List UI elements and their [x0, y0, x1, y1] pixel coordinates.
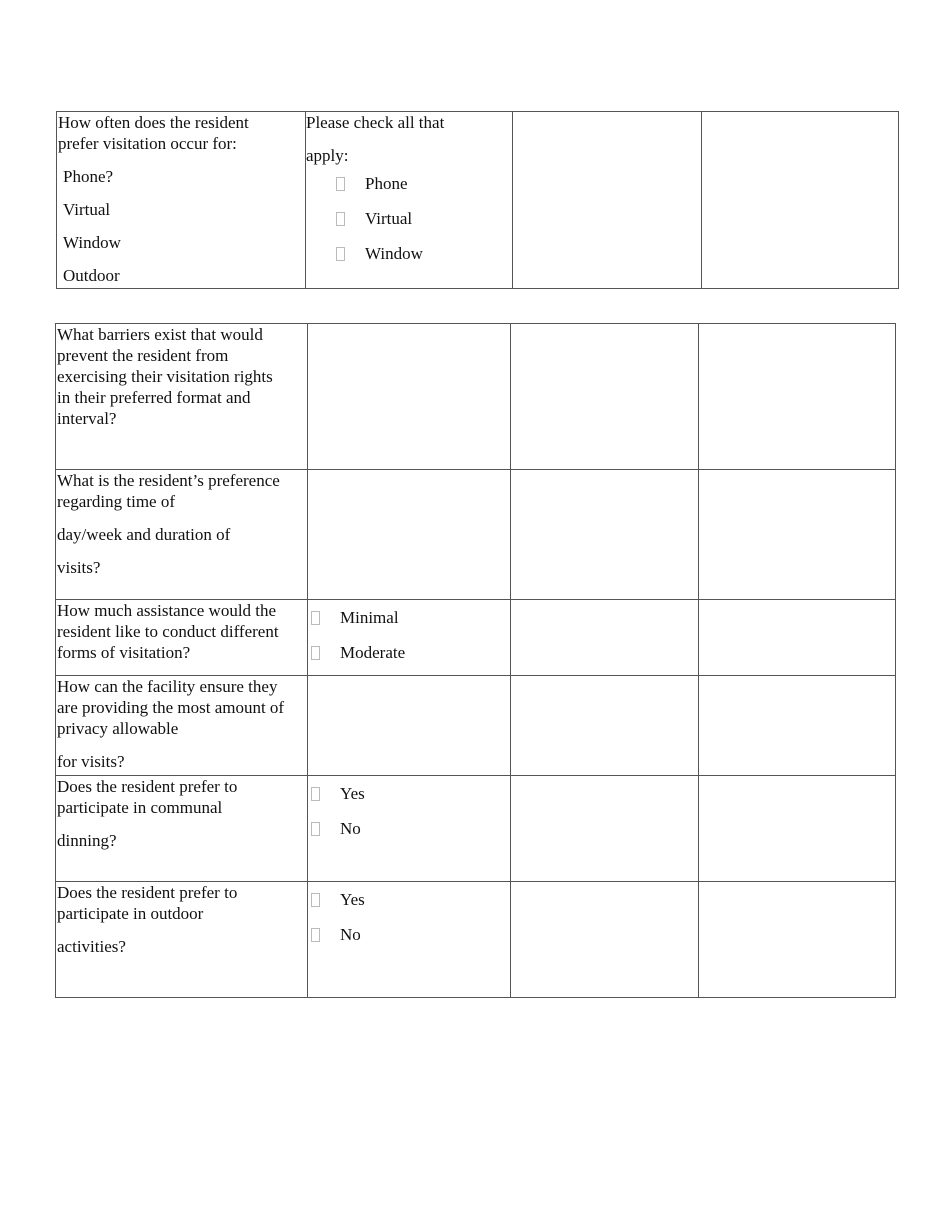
question-cell — [56, 882, 308, 998]
question-text: dinning? — [57, 831, 117, 850]
checkbox-option-virtual[interactable] — [306, 201, 512, 236]
question-cell — [57, 112, 306, 289]
question-text: How often does the resident — [58, 113, 249, 132]
checkbox[interactable] — [311, 822, 320, 836]
table-row — [56, 776, 896, 882]
question-text: activities? — [57, 937, 126, 956]
question-text: Does the resident prefer to — [57, 777, 238, 796]
checkbox[interactable] — [336, 212, 345, 226]
empty-cell — [702, 112, 899, 289]
checkbox-label: Minimal — [340, 608, 399, 627]
checkbox[interactable] — [311, 787, 320, 801]
question-text: regarding time of — [57, 492, 176, 511]
empty-cell — [699, 882, 896, 998]
visitation-frequency-table — [56, 111, 899, 289]
format-label: Window — [63, 233, 121, 252]
question-text: prevent the resident from — [57, 346, 229, 365]
empty-cell — [511, 676, 699, 776]
question-text: prefer visitation occur for: — [58, 134, 237, 153]
question-text: resident like to conduct different — [57, 622, 279, 641]
empty-cell — [511, 470, 699, 600]
table-row — [56, 470, 896, 600]
checkbox-option-yes[interactable] — [308, 776, 510, 811]
question-cell — [56, 470, 308, 600]
question-text: Does the resident prefer to — [57, 883, 238, 902]
question-text: in their preferred format and — [57, 388, 251, 407]
empty-cell — [511, 600, 699, 676]
question-text: privacy allowable — [57, 719, 179, 738]
answer-cell — [306, 112, 513, 289]
answer-cell — [308, 776, 511, 882]
format-label: Phone? — [63, 167, 114, 186]
question-cell — [56, 776, 308, 882]
instruction-text: Please check all that — [306, 113, 445, 132]
visitation-preferences-table — [55, 323, 896, 998]
answer-cell — [308, 324, 511, 470]
question-text: How much assistance would the — [57, 601, 277, 620]
checkbox-option-phone[interactable] — [306, 166, 512, 201]
checkbox-label: Moderate — [340, 643, 406, 662]
question-text: What barriers exist that would — [57, 325, 263, 344]
empty-cell — [699, 776, 896, 882]
checkbox-option-no[interactable] — [308, 917, 510, 952]
checkbox-label: No — [340, 819, 361, 838]
answer-cell — [308, 600, 511, 676]
empty-cell — [699, 470, 896, 600]
checkbox[interactable] — [336, 177, 345, 191]
question-text: What is the resident’s preference — [57, 471, 280, 490]
empty-cell — [699, 324, 896, 470]
empty-cell — [699, 600, 896, 676]
format-label: Virtual — [63, 200, 111, 219]
table-row — [56, 600, 896, 676]
checkbox[interactable] — [336, 247, 345, 261]
answer-cell — [308, 676, 511, 776]
question-text: day/week and duration of — [57, 525, 231, 544]
empty-cell — [511, 776, 699, 882]
question-text: participate in outdoor — [57, 904, 204, 923]
checkbox-option-yes[interactable] — [308, 882, 510, 917]
question-text: visits? — [57, 558, 101, 577]
checkbox-label: Window — [365, 244, 423, 263]
answer-cell — [308, 470, 511, 600]
question-cell — [56, 324, 308, 470]
checkbox[interactable] — [311, 611, 320, 625]
empty-cell — [511, 882, 699, 998]
question-text: interval? — [57, 409, 117, 428]
checkbox[interactable] — [311, 646, 320, 660]
checkbox[interactable] — [311, 928, 320, 942]
checkbox[interactable] — [311, 893, 320, 907]
question-text: participate in communal — [57, 798, 223, 817]
table-row — [56, 676, 896, 776]
table-row — [56, 324, 896, 470]
format-label: Outdoor — [63, 266, 120, 285]
checkbox-label: Phone — [365, 174, 408, 193]
question-text: forms of visitation? — [57, 643, 191, 662]
checkbox-option-no[interactable] — [308, 811, 510, 846]
checkbox-option-minimal[interactable] — [308, 600, 510, 635]
question-cell — [56, 676, 308, 776]
checkbox-option-moderate[interactable] — [308, 635, 510, 670]
instruction-text: apply: — [306, 146, 349, 165]
question-text: exercising their visitation rights — [57, 367, 273, 386]
checkbox-label: Yes — [340, 890, 365, 909]
question-text: for visits? — [57, 752, 125, 771]
question-text: How can the facility ensure they — [57, 677, 278, 696]
checkbox-option-window[interactable] — [306, 236, 512, 271]
question-text: are providing the most amount of — [57, 698, 285, 717]
table-row — [57, 112, 899, 289]
answer-cell — [308, 882, 511, 998]
checkbox-label: No — [340, 925, 361, 944]
empty-cell — [513, 112, 702, 289]
checkbox-label: Yes — [340, 784, 365, 803]
question-cell — [56, 600, 308, 676]
checkbox-label: Virtual — [365, 209, 413, 228]
table-row — [56, 882, 896, 998]
empty-cell — [511, 324, 699, 470]
empty-cell — [699, 676, 896, 776]
